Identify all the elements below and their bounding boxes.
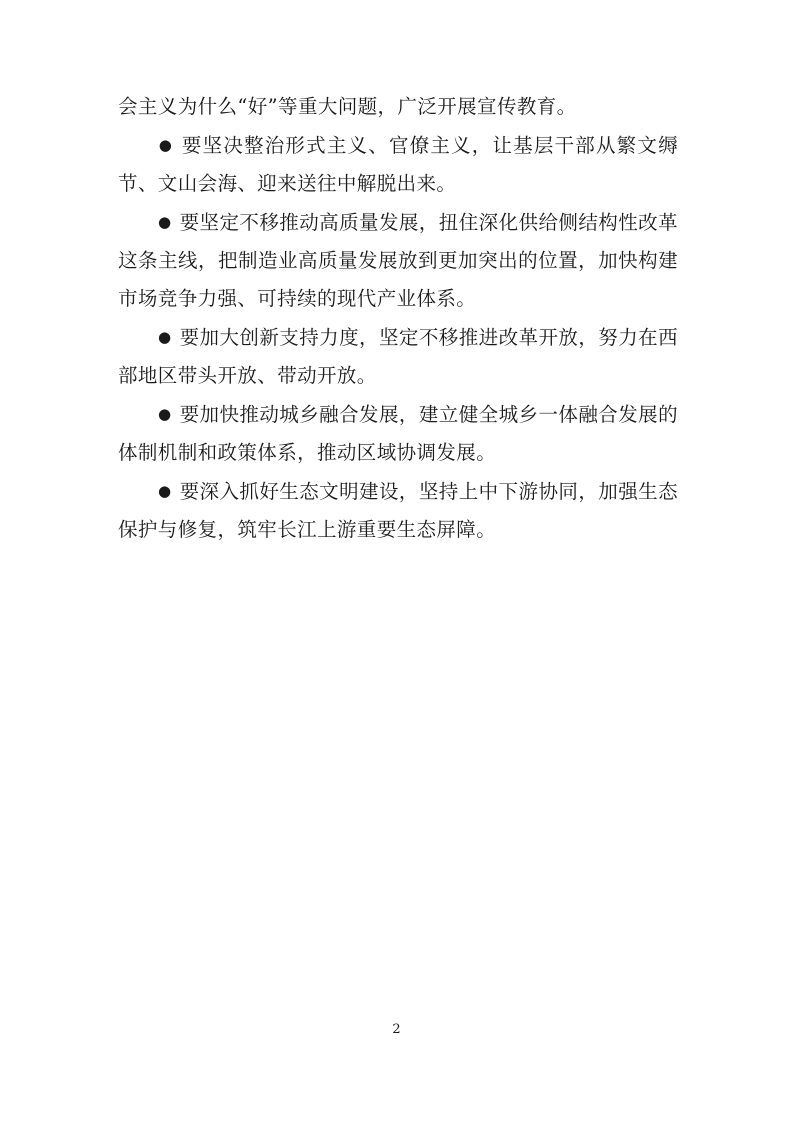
paragraph-bullet-3-text: 要加大创新支持力度，坚定不移推进改革开放，努力在西部地区带头开放、带动开放。 — [118, 326, 678, 387]
paragraph-bullet-2-text: 要坚定不移推动高质量发展，扭住深化供给侧结构性改革这条主线，把制造业高质量发展放到更加突出的位置，加快构建市场竞争力强、可持续的现代产业体系。 — [118, 211, 678, 310]
bullet-icon: ● — [158, 482, 172, 500]
paragraph-bullet-5 — [118, 472, 678, 549]
paragraph-bullet-3 — [118, 318, 678, 395]
paragraph-bullet-1-text: 要坚决整治形式主义、官僚主义，让基层干部从繁文缛节、文山会海、迎来送往中解脱出来。 — [118, 134, 678, 195]
paragraph-bullet-2 — [118, 203, 678, 318]
bullet-icon: ● — [158, 328, 172, 346]
paragraph-bullet-4-text: 要加快推动城乡融合发展，建立健全城乡一体融合发展的体制机制和政策体系，推动区域协调发展。 — [118, 403, 678, 464]
bullet-icon: ● — [158, 136, 174, 154]
bullet-icon: ● — [158, 213, 172, 231]
page-number: 2 — [392, 1022, 401, 1037]
paragraph-bullet-4 — [118, 395, 678, 472]
document-body — [118, 88, 678, 549]
paragraph-bullet-1 — [118, 126, 678, 203]
paragraph-continuation: 会主义为什么“好”等重大问题，广泛开展宣传教育。 — [118, 95, 577, 118]
paragraph-bullet-5-text: 要深入抓好生态文明建设，坚持上中下游协同，加强生态保护与修复，筑牢长江上游重要生态屏障。 — [118, 480, 678, 541]
bullet-icon: ● — [158, 405, 172, 423]
